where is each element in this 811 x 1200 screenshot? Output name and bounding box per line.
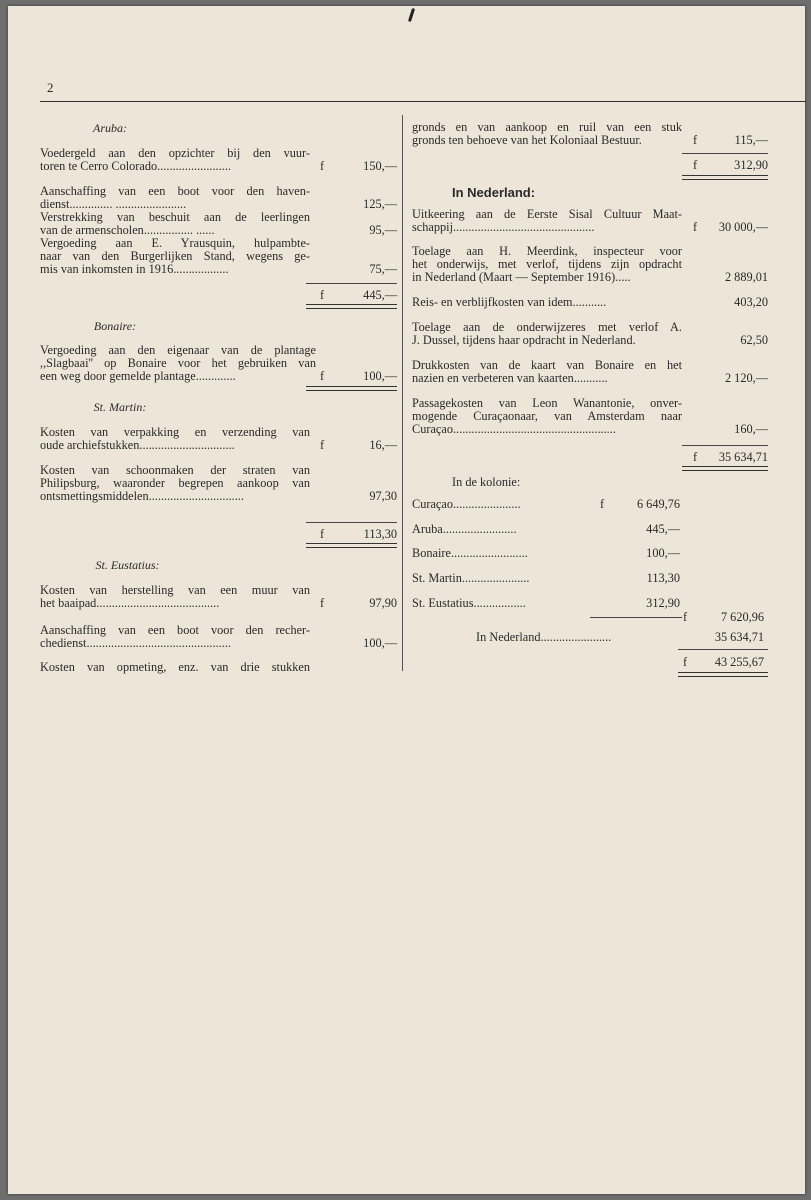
entry-line: Kosten van herstelling van een muur van (40, 583, 310, 597)
entry-aruba-2 (40, 185, 397, 211)
entry-line: Vergoeding aan den eigenaar van de plantage (40, 343, 316, 357)
summary-heading: In de kolonie: (452, 475, 521, 489)
amount: 30 000,— (718, 220, 768, 234)
entry-st-martin-1 (40, 426, 397, 452)
currency-symbol: f (320, 369, 325, 383)
amount: 97,90 (369, 596, 397, 610)
currency-symbol: f (693, 158, 698, 172)
currency-symbol: f (683, 610, 688, 624)
entry-st-eustatius-cont (412, 121, 768, 147)
entry-line: naar van den Burgerlijken Stand, wegens ge- (40, 249, 310, 263)
amount: 97,30 (369, 489, 397, 503)
total-double-rule (306, 304, 397, 309)
page-number: 2 (47, 80, 54, 95)
entry-line: Uitkeering aan de Eerste Sisal Cultuur Maat- (412, 207, 682, 221)
subtotal-rule (306, 522, 397, 523)
entry-line: mis van inkomsten in 1916.................. (40, 262, 229, 276)
entry-line: Verstrekking van beschuit aan de leerlingen (40, 210, 310, 224)
entry-nederland-6 (412, 397, 768, 436)
subtotal-rule (682, 153, 768, 154)
section-heading-nederland: In Nederland: (452, 185, 536, 200)
entry-line: oude archiefstukken............................... (40, 438, 235, 452)
entry-line: mogende Curaçaonaar, van Amsterdam naar (412, 409, 682, 423)
subtotal-rule (678, 649, 768, 650)
entry-st-eustatius-1 (40, 584, 397, 610)
amount: 2 120,— (724, 371, 768, 385)
amount: 160,— (734, 422, 768, 436)
nederland-summary-amount: 35 634,71 (714, 630, 764, 644)
amount: 2 889,01 (724, 270, 768, 284)
right-column (412, 112, 768, 682)
entry-line: Reis- en verblijfkosten van idem........... (412, 295, 607, 309)
amount: 6 649,76 (636, 497, 680, 511)
summary-row-bonaire: Bonaire......................... 100,— (412, 546, 680, 560)
currency-symbol: f (693, 220, 698, 234)
currency-symbol: f (320, 159, 325, 173)
entry-line: Kosten van schoonmaken der straten van (40, 463, 310, 477)
total-double-rule (306, 386, 397, 391)
total-double-rule (678, 672, 768, 677)
total-double-rule (682, 175, 768, 180)
entry-line: Aanschaffing van een boot voor den haven- (40, 184, 310, 198)
entry-line: Kosten van opmeting, enz. van drie stukken (40, 660, 310, 674)
entry-nederland-3 (412, 296, 768, 309)
amount: 95,— (369, 223, 397, 237)
entry-nederland-4 (412, 321, 768, 347)
entry-line: nazien en verbeteren van kaarten........... (412, 371, 608, 385)
colony-sum-rule (590, 617, 682, 618)
entry-line: gronds ten behoeve van het Koloniaal Bestuur. (412, 133, 642, 147)
total-double-rule (682, 466, 768, 471)
grand-total: 43 255,67 (714, 655, 764, 669)
entry-line: Voedergeld aan den opzichter bij den vuur- (40, 146, 310, 160)
entry-line: een weg door gemelde plantage............. (40, 369, 236, 383)
total-double-rule (306, 543, 397, 548)
entry-line: Toelage aan de onderwijzeres met verlof A. (412, 320, 682, 334)
currency-symbol: f (320, 288, 325, 302)
currency-symbol: f (320, 596, 325, 610)
entry-aruba-3 (40, 211, 397, 237)
entry-nederland-5 (412, 359, 768, 385)
currency-symbol: f (320, 438, 325, 452)
amount: 445,— (646, 522, 680, 536)
entry-st-eustatius-2 (40, 624, 397, 650)
currency-symbol: f (693, 450, 698, 464)
section-heading-st-eustatius: St. Eustatius: (95, 558, 160, 572)
left-column (40, 112, 397, 682)
amount: 100,— (646, 546, 680, 560)
entry-st-martin-2 (40, 464, 397, 503)
amount: 125,— (363, 197, 397, 211)
st-martin-total: 113,30 (363, 527, 397, 541)
entry-line: dienst.............. ....................... (40, 197, 187, 211)
amount: 75,— (369, 262, 397, 276)
entry-line: chedienst............................................... (40, 636, 231, 650)
amount: 62,50 (740, 333, 768, 347)
amount: 115,— (734, 133, 768, 147)
entry-nederland-2 (412, 245, 768, 284)
column-divider (402, 115, 403, 671)
summary-row-aruba: Aruba........................ 445,— (412, 522, 680, 536)
amount: 403,20 (734, 295, 768, 309)
subtotal-rule (682, 445, 768, 446)
currency-symbol: f (693, 133, 698, 147)
amount: 16,— (369, 438, 397, 452)
entry-line: in Nederland (Maart — September 1916)..... (412, 270, 631, 284)
currency-symbol: f (320, 527, 325, 541)
entry-line: Kosten van verpakking en verzending van (40, 425, 310, 439)
entry-line: het baaipad........................................ (40, 596, 220, 610)
aruba-total: 445,— (363, 288, 397, 302)
summary-row-st-martin: St. Martin...................... 113,30 (412, 571, 680, 585)
st-eustatius-total: 312,90 (734, 158, 768, 172)
amount: 100,— (363, 369, 397, 383)
section-heading-st-martin: St. Martin: (93, 400, 147, 414)
entry-line: van de armenscholen................ ...... (40, 223, 215, 237)
entry-line: Philipsburg, waaronder begrepen aankoop van (40, 476, 310, 490)
amount: 150,— (363, 159, 397, 173)
header-rule (40, 101, 806, 102)
entry-line: Aanschaffing van een boot voor den recher- (40, 623, 310, 637)
entry-line: ontsmettingsmiddelen............................... (40, 489, 244, 503)
subtotal-rule (306, 283, 397, 284)
entry-aruba-4 (40, 237, 397, 276)
entry-line: Passagekosten van Leon Wanantonie, onver- (412, 396, 682, 410)
section-heading-bonaire: Bonaire: (93, 319, 137, 333)
summary-row-nederland: In Nederland....................... (476, 630, 612, 644)
summary-row-st-eustatius: St. Eustatius................. 312,90 (412, 596, 680, 610)
currency-symbol: f (600, 497, 605, 511)
currency-symbol: f (683, 655, 688, 669)
entry-nederland-1 (412, 208, 768, 234)
entry-line: gronds en van aankoop en ruil van een stuk (412, 120, 682, 134)
amount: 100,— (363, 636, 397, 650)
nederland-total: 35 634,71 (718, 450, 768, 464)
amount: 312,90 (646, 596, 680, 610)
entry-st-eustatius-3 (40, 661, 397, 674)
entry-line: Drukkosten van de kaart van Bonaire en het (412, 358, 682, 372)
entry-line: ,,Slagbaai'' op Bonaire voor het gebruiken van (40, 356, 316, 370)
entry-aruba-1 (40, 147, 397, 173)
entry-line: Curaçao..................................................... (412, 422, 616, 436)
entry-line: J. Dussel, tijdens haar opdracht in Nederland. (412, 333, 636, 347)
entry-line: Toelage aan H. Meerdink, inspecteur voor (412, 244, 682, 258)
entry-line: het onderwijs, met verlof, tijdens zijn opdracht (412, 257, 682, 271)
entry-line: schappij.............................................. (412, 220, 595, 234)
entry-bonaire-1 (40, 344, 397, 383)
summary-row-curacao: Curaçao...................... f 6 649,76 (412, 497, 680, 511)
entry-line: Vergoeding aan E. Yrausquin, hulpambte- (40, 236, 310, 250)
section-heading-aruba: Aruba: (93, 121, 127, 135)
amount: 113,30 (646, 571, 680, 585)
entry-line: toren te Cerro Colorado........................ (40, 159, 231, 173)
colony-total: 7 620,96 (720, 610, 764, 624)
